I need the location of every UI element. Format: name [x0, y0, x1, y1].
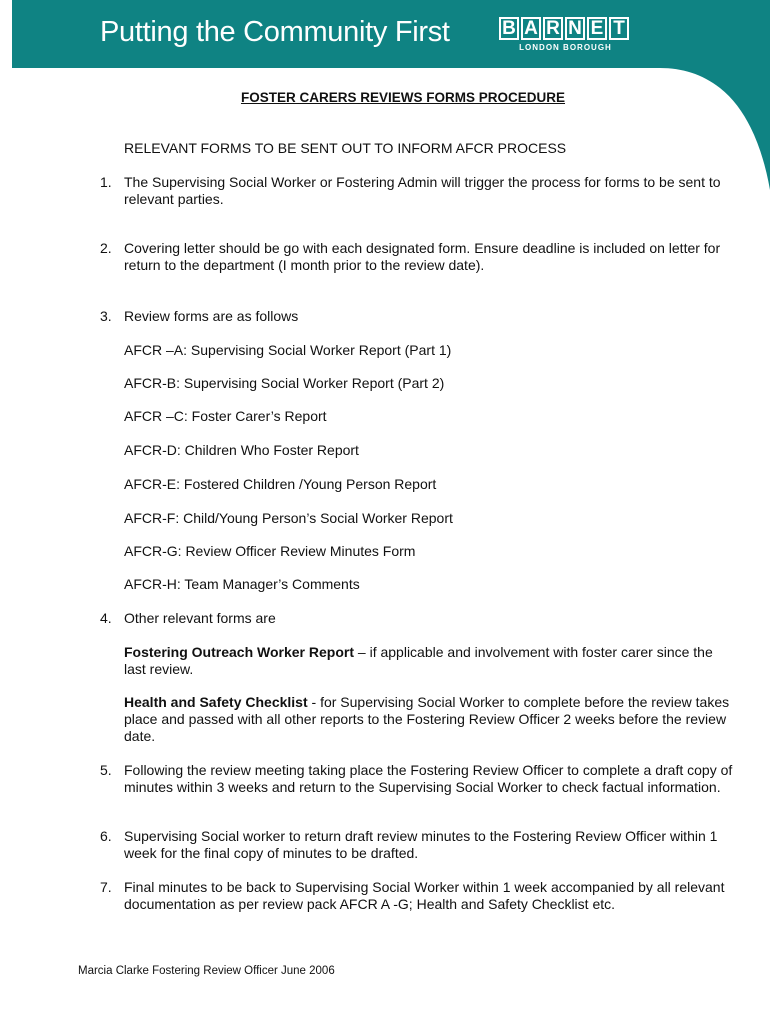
form-list-item: AFCR –A: Supervising Social Worker Report (Part 1)	[124, 342, 452, 358]
item-number: 1.	[100, 174, 112, 190]
list-item-text: Other relevant forms are	[124, 610, 276, 626]
logo-letter: N	[565, 17, 585, 40]
section-heading: RELEVANT FORMS TO BE SENT OUT TO INFORM AFCR PROCESS	[124, 140, 567, 156]
other-form-entry	[124, 694, 736, 745]
item-number: 6.	[100, 828, 112, 844]
form-list-item: AFCR-E: Fostered Children /Young Person Report	[124, 476, 437, 492]
form-list-item: AFCR-D: Children Who Foster Report	[124, 442, 359, 458]
form-list-item: AFCR-G: Review Officer Review Minutes Form	[124, 543, 416, 559]
logo-letter: E	[587, 17, 607, 40]
list-item-text: Covering letter should be go with each designated form. Ensure deadline is included on letter for return to the department (I month prior to the review date).	[124, 240, 721, 273]
logo-subtitle: LONDON BOROUGH	[519, 43, 612, 52]
other-form-description: – if applicable and involvement with foster carer since the last review.	[124, 644, 713, 677]
list-item-text: Supervising Social worker to return draft review minutes to the Fostering Review Officer within 1 week for the final copy of minutes to be drafted.	[124, 828, 718, 861]
logo-letter: R	[543, 17, 563, 40]
item-number: 7.	[100, 879, 112, 895]
list-item-text: The Supervising Social Worker or Fostering Admin will trigger the process for forms to be sent to relevant parties.	[124, 174, 721, 207]
form-list-item: AFCR –C: Foster Carer’s Report	[124, 408, 327, 424]
item-number: 2.	[100, 240, 112, 256]
list-item-text: Review forms are as follows	[124, 308, 299, 324]
form-list-item: AFCR-F: Child/Young Person’s Social Worker Report	[124, 510, 453, 526]
other-form-label: Fostering Outreach Worker Report	[124, 644, 355, 660]
page-footer: Marcia Clarke Fostering Review Officer June 2006	[78, 965, 335, 977]
form-list-item: AFCR-H: Team Manager’s Comments	[124, 576, 360, 592]
document-title: FOSTER CARERS REVIEWS FORMS PROCEDURE	[240, 90, 566, 105]
logo-letter: T	[609, 17, 629, 40]
item-number: 3.	[100, 308, 112, 324]
banner-title: Putting the Community First	[100, 16, 450, 48]
other-form-entry	[124, 644, 736, 678]
form-list-item: AFCR-B: Supervising Social Worker Report (Part 2)	[124, 375, 445, 391]
item-number: 5.	[100, 762, 112, 778]
other-form-label: Health and Safety Checklist	[124, 694, 308, 710]
list-item-text: Final minutes to be back to Supervising Social Worker within 1 week accompanied by all relevant documentation as per review pack AFCR A -G; Health and Safety Checklist etc.	[124, 879, 725, 912]
logo-letter: A	[521, 17, 541, 40]
logo-letter: B	[499, 17, 519, 40]
list-item-text: Following the review meeting taking place the Fostering Review Officer to complete a draft copy of minutes within 3 weeks and return to the Supervising Social Worker to check factual information.	[124, 762, 733, 795]
barnet-logo	[499, 17, 632, 52]
other-form-description: - for Supervising Social Worker to complete before the review takes place and passed with all other reports to the Fostering Review Officer 2 weeks before the review date.	[124, 694, 730, 744]
item-number: 4.	[100, 610, 112, 626]
